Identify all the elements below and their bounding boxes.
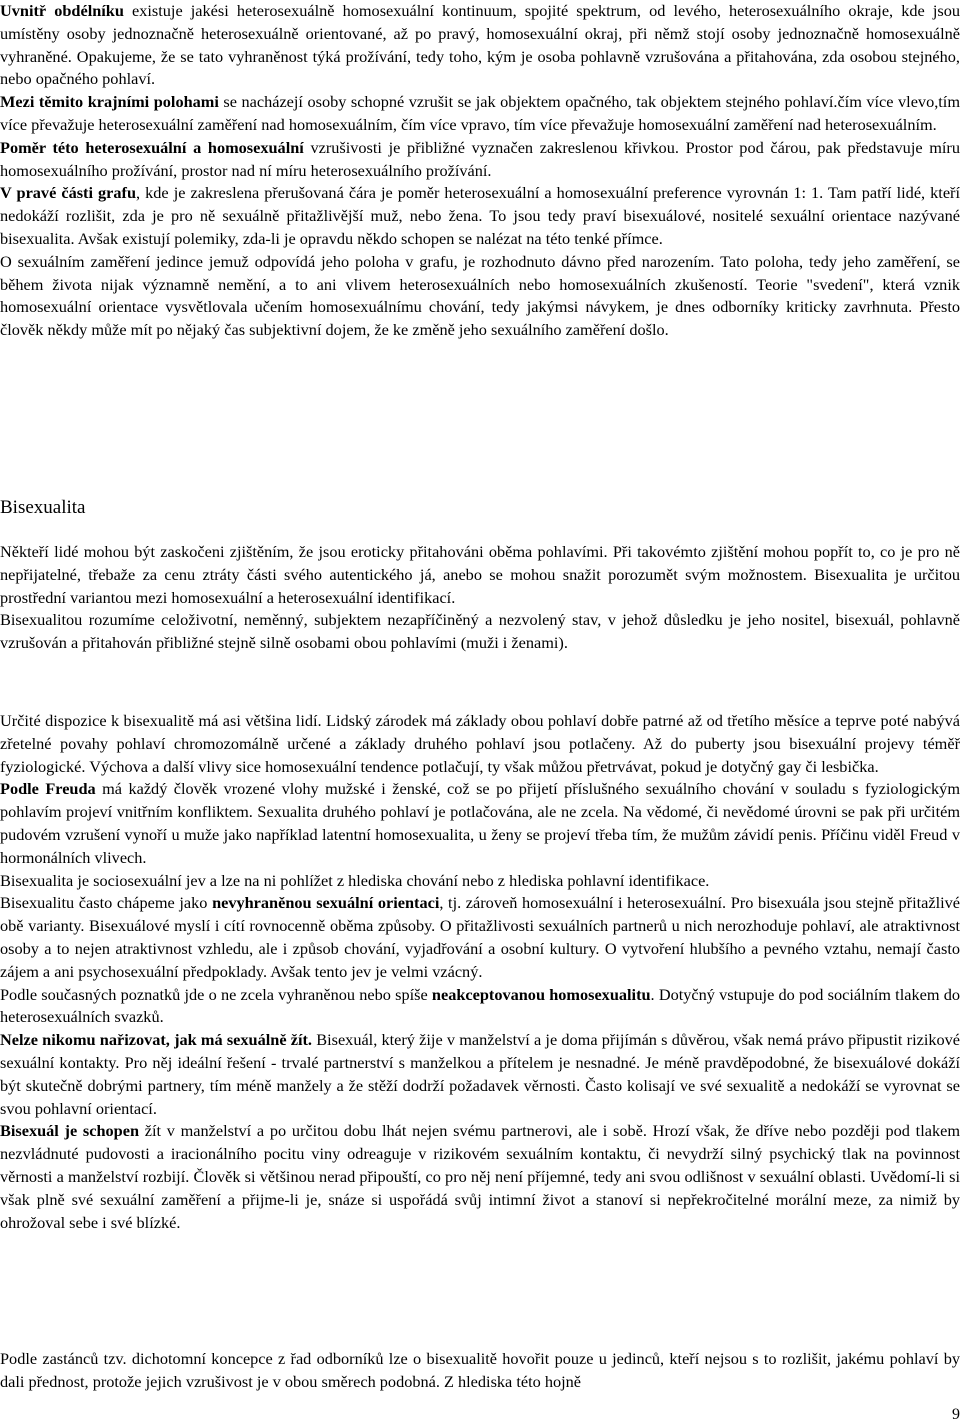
paragraph-dispositions — [0, 710, 960, 778]
bold-phrase: neakceptovanou homosexualitu — [431, 984, 651, 1004]
section-bisexuality-intro — [0, 541, 960, 655]
paragraph-undetermined — [0, 892, 960, 983]
paragraph-no-orders — [0, 1029, 960, 1120]
paragraph-text: Někteří lidé mohou být zaskočeni zjištěním, že jsou eroticky přitahováni oběma pohlavími. Při takovémto zjištění mohou popřít to, co je pro ně nepřijatelné, třebaže za cenu ztráty části svého autentického já, anebo se mohou snažit porozumět svým možnostem. Bisexualita je určitou prostřední variantou mezi homosexuální a heterosexuální identifikací. — [0, 542, 960, 607]
paragraph-text: Bisexuál, který žije v manželství a je doma přijímán s důvěrou, však nemá právo připustit rizikové sexuální kontakty. Pro něj ideální řešení - trvalé partnerství s manželkou a přítelem je nesnadné. Je méně pravděpodobné, že bisexuálové dokáží být skutečně dobrými partnery, tím méně manžely a že stěží dodrží požadavek věrnosti. Často kolisají ve své sexualitě a nedokáží se vyrovnat se svou pohlavní orientací. — [0, 1030, 960, 1118]
paragraph-between-poles — [0, 91, 960, 137]
paragraph-text: má každý člověk vrozené vlohy mužské i ženské, což se po přijetí příslušného sexuálního chování v souladu s fyziologickým pohlavím projeví vnitřním konfliktem. Sexualita druhého pohlaví je potlačována, ale ne zcela. Na vědomé, či nevědomé úrovni se pak při určitém pudovém vzrušení vynoří u muže jako například latentní homosexualita, u ženy se projeví třeba tím, že mužům závidí penis. Příčinu viděl Freud v hormonálních vlivech. — [0, 779, 960, 867]
bold-phrase: Mezi těmito krajními polohami — [0, 92, 219, 112]
paragraph-text: Podle zastánců tzv. dichotomní koncepce z řad odborníků lze o bisexualitě hovořit pouze u jedinců, kteří nejsou s to rozlišit, jakému pohlaví by dali přednost, protože jejich vzrušivost je v obou směrech podobná. Z hlediska této hojně — [0, 1349, 960, 1391]
paragraph-continuum — [0, 0, 960, 91]
paragraph-text: Bisexualitou rozumíme celoživotní, neměnný, subjektem nezapříčiněný a nezvolený stav, v jehož důsledku je jeho nositel, bisexuál, pohlavně vzrušován a přitahován přibližné stejně silně osobami obou pohlavími (muži i ženami). — [0, 610, 960, 653]
paragraph-text: Bisexualitu často chápeme jako — [0, 893, 213, 913]
paragraph-sociosexual — [0, 870, 960, 893]
paragraph-ratio — [0, 137, 960, 183]
paragraph-text: . Dotyčný vstupuje do pod sociálním tlakem do heterosexuálních svazků. — [0, 984, 960, 1027]
paragraph-text: Bisexualita je sociosexuální jev a lze na ni pohlížet z hlediska chování nebo z hlediska pohlavní identifikace. — [0, 870, 710, 890]
bold-phrase: Bisexuál je schopen — [0, 1121, 140, 1141]
paragraph-text: vzrušivosti je přibližné vyznačen zakreslenou křivkou. Prostor pod čárou, pak představuje míru homosexuálního prožívání, prostor nad ní míru heterosexuálního prožívání. — [0, 137, 960, 180]
paragraph-definition — [0, 609, 960, 655]
paragraph-dichotomous — [0, 1348, 960, 1394]
paragraph-capable — [0, 1120, 960, 1234]
section-dispositions — [0, 710, 960, 1234]
paragraph-text: , tj. zároveň homosexuální i heterosexuální. Pro bisexuála jsou stejně přitažlivé obě varianty. Bisexuálové myslí i cítí rovnocenně oběma způsoby. O přitažlivosti sexuálních partnerů u nich nerozhoduje pohlaví, ale atraktivnost osoby a to nejen atraktivnost vzhledu, ale i způsob chování, vyjadřování a osobní kultury. O vytvoření hlubšího a pevného vztahu, nemají často zájem a ani psychosexuální předpoklady. Avšak tento jev je velmi vzácný. — [0, 893, 960, 981]
section-intro — [0, 0, 960, 342]
paragraph-text: žít v manželství a po určitou dobu lhát nejen svému partnerovi, ale i sobě. Hrozí však, že dříve nebo později pod tlakem nezvládnuté pudovosti a iracionálního pocitu viny odreaguje v rizikovém sexuálním kontaktu, či nevydrží silný psychický tlak na povinnost věrnosti a manželství rozbijí. Člověk si většinou nerad připouští, co pro něj není příjemné, tedy ani svou odlišnost v sexuální oblasti. Uvědomí-li si však plně své sexuální zaměření a přijme-li je, snáze si uspořádá svůj intimní život a stanoví si nepřekročitelné morální meze, za nimiž by ohrožoval sebe i své blízké. — [0, 1121, 960, 1232]
paragraph-text: , kde je zakreslena přerušovaná čára je poměr heterosexuální a homosexuální preference vyrovnán 1: 1. Tam patří lidé, kteří nedokáží rozlišit, zda je pro ně sexuálně přitažlivější muž, nebo žena. To jsou tedy praví bisexuálové, nositelé sexuální orientace nazývané bisexualita. Avšak existují polemiky, zda-li je opravdu někdo schopen se nalézat na této tenké přímce. — [0, 183, 960, 248]
paragraph-text: Určité dispozice k bisexualitě má asi většina lidí. Lidský zárodek má základy obou pohlaví dobře patrné až od třetího měsíce a teprve poté nabývá zřetelné povahy pohlaví chromozomálně určené a základy druhého pohlaví jsou potlačeny. Až do puberty jsou bisexuální projevy téměř fyziologické. Výchova a další vlivy sice homosexuální tendence potlačují, ty však můžou přetrvávat, pokud je dotyčný gay či lesbička. — [0, 711, 960, 776]
paragraph-surprise — [0, 541, 960, 609]
paragraph-current-knowledge — [0, 984, 960, 1030]
paragraph-text: O sexuálním zaměření jedince jemuž odpovídá jeho poloha v grafu, je rozhodnuto dávno před narozením. Tato poloha, tedy jeho zaměření, se během života nijak významně nemění, a to ani vlivem heterosexuálních nebo homosexuálních zkušeností. Teorie "svedení", která vznik homosexuální orientace vysvětlovala učením homosexuálnímu chování, tedy jakýmsi návykem, je dnes odborníky kriticky zavrhnuta. Přesto člověk někdy může mít po nějaký čas subjektivní dojem, že ke změně jeho sexuálního zaměření došlo. — [0, 251, 960, 340]
bold-phrase: Poměr této heterosexuální a homosexuální — [0, 137, 304, 157]
paragraph-text: se nacházejí osoby schopné vzrušit se jak objektem opačného, tak objektem stejného pohlaví.čím více vlevo,tím více převažuje heterosexuální zaměření nad homosexuálním, čím více vpravo, tím více převažuje homosexuální zaměření nad heterosexuálním. — [0, 92, 960, 134]
page-number: 9 — [952, 1406, 960, 1423]
paragraph-freud — [0, 778, 960, 869]
paragraph-orientation-fixed — [0, 251, 960, 342]
bold-phrase: Podle Freuda — [0, 779, 96, 799]
section-dichotomous — [0, 1348, 960, 1394]
paragraph-text: existuje jakési heterosexuálně homosexuální kontinuum, spojité spektrum, od levého, heterosexuálního okraje, kde jsou umístěny osoby jednoznačně heterosexuálně orientované, až po pravý, homosexuální okraj, při němž stojí osoby jednoznačně homosexuálně vyhraněné. Opakujeme, že se tato vyhraněnost týká prožívání, tedy toho, kým je osoba pohlavně vzrušována a přitahována, zda osobou stejného, nebo opačného pohlaví. — [0, 1, 960, 89]
section-heading: Bisexualita — [0, 497, 86, 518]
paragraph-right-part — [0, 182, 960, 250]
bold-phrase: nevyhraněnou sexuální orientaci — [212, 893, 440, 913]
bold-phrase: V pravé části grafu — [0, 183, 137, 203]
bold-phrase: Nelze nikomu nařizovat, jak má sexuálně žít. — [0, 1030, 313, 1050]
paragraph-text: Podle současných poznatků jde o ne zcela vyhraněnou nebo spíše — [0, 984, 432, 1004]
bold-phrase: Uvnitř obdélníku — [0, 1, 124, 20]
